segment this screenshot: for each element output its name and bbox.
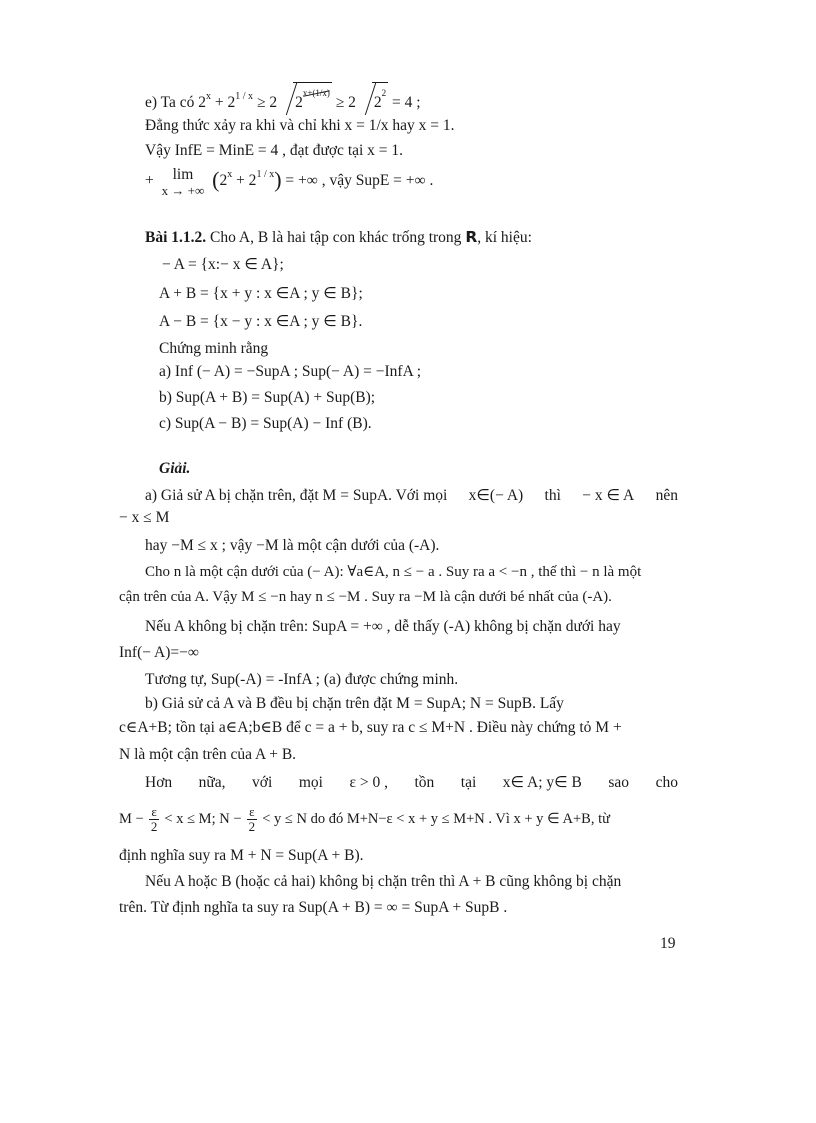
reals-symbol: R: [465, 228, 478, 246]
exercise-heading: Bài 1.1.2. Cho A, B là hai tập con khác trống trong R, kí hiệu:: [145, 228, 532, 246]
text-line: a) Giả sử A bị chặn trên, đặt M = SupA. Với mọi x∈(− A) thì − x ∈ A nên: [145, 487, 678, 504]
text-line: − x ≤ M: [119, 509, 170, 526]
solution-heading: Giải.: [159, 460, 191, 477]
text-line: Nếu A không bị chặn trên: SupA = +∞ , dễ thấy (-A) không bị chặn dưới hay: [145, 618, 621, 635]
equation-line-e: e) Ta có $2^x + 2^{1 / x} \ge 2$ 2x+(1/x) ≥ 2 $2^2 = 4$ ;: [145, 82, 421, 113]
text-line: hay −M ≤ x ; vậy −M là một cận dưới của (-A).: [145, 537, 440, 554]
text-line: Tương tự, Sup(-A) = -InfA ; (a) được chứng minh.: [145, 671, 459, 688]
text-line: c∈A+B; tồn tại a∈A;b∈B để c = a + b, suy ra c ≤ M+N . Điều này chứng tỏ M +: [119, 719, 622, 736]
text-line: N là một cận trên của A + B.: [119, 746, 297, 763]
exercise-label: Bài 1.1.2.: [145, 229, 207, 246]
claim-b: b) Sup(A + B) = Sup(A) + Sup(B);: [159, 389, 376, 406]
text-line: trên. Từ định nghĩa ta suy ra Sup(A + B) = ∞ = SupA + SupB .: [119, 899, 508, 916]
text-line: b) Giả sử cả A và B đều bị chặn trên đặt M = SupA; N = SupB. Lấy: [145, 695, 564, 712]
claim-a: a) Inf (− A) = −SupA ; Sup(− A) = −InfA ;: [159, 363, 422, 380]
text-line: Chứng minh rằng: [159, 340, 269, 357]
definition-line: A + B = {x + y : x ∈A ; y ∈ B};: [159, 285, 363, 302]
radical-2: $2^2$: [358, 82, 388, 113]
definition-line: A − B = {x − y : x ∈A ; y ∈ B}.: [159, 313, 363, 330]
text-line: định nghĩa suy ra M + N = Sup(A + B).: [119, 847, 364, 864]
limit-line: + lim x → +∞ $(2^x + 2^{1 / x})$ = +∞ , vậy SupE = +∞ .: [145, 166, 434, 198]
text-line: cận trên của A. Vậy M ≤ −n hay n ≤ −M . Suy ra −M là cận dưới bé nhất của (-A).: [119, 589, 612, 605]
claim-c: c) Sup(A − B) = Sup(A) − Inf (B).: [159, 415, 372, 432]
fraction-line: M − $\frac{\varepsilon}{2}$ < x ≤ M; N − $\frac{\varepsilon}{2}$ < y ≤ N do đó M+N−ε < x + y ≤ M+N . Vì x + y ∈ A+B, từ: [119, 804, 610, 835]
text-line: Inf(− A)=−∞: [119, 644, 199, 661]
page-number: 19: [660, 935, 676, 952]
text-line: Vậy InfE = MinE = 4 , đạt được tại x = 1.: [145, 142, 404, 159]
text-line: Hơn nữa, với mọi ε > 0 , tồn tại x∈ A; y∈ B sao cho: [145, 774, 678, 791]
text-line: Đẳng thức xảy ra khi và chỉ khi x = 1/x hay x = 1.: [145, 117, 455, 134]
definition-line: − A = {x:− x ∈ A};: [162, 256, 284, 273]
limit-operator: lim x → +∞: [161, 166, 205, 198]
fraction-eps-over-2: $\frac{\varepsilon}{2}$: [248, 804, 256, 835]
text-line: Cho n là một cận dưới của (− A): ∀a∈A, n ≤ − a . Suy ra a < −n , thế thì − n là một: [145, 564, 642, 580]
text-line: Nếu A hoặc B (hoặc cả hai) không bị chặn trên thì A + B cũng không bị chặn: [145, 873, 622, 890]
radical-1: 2x+(1/x): [279, 82, 332, 113]
fraction-eps-over-2: $\frac{\varepsilon}{2}$: [150, 804, 158, 835]
